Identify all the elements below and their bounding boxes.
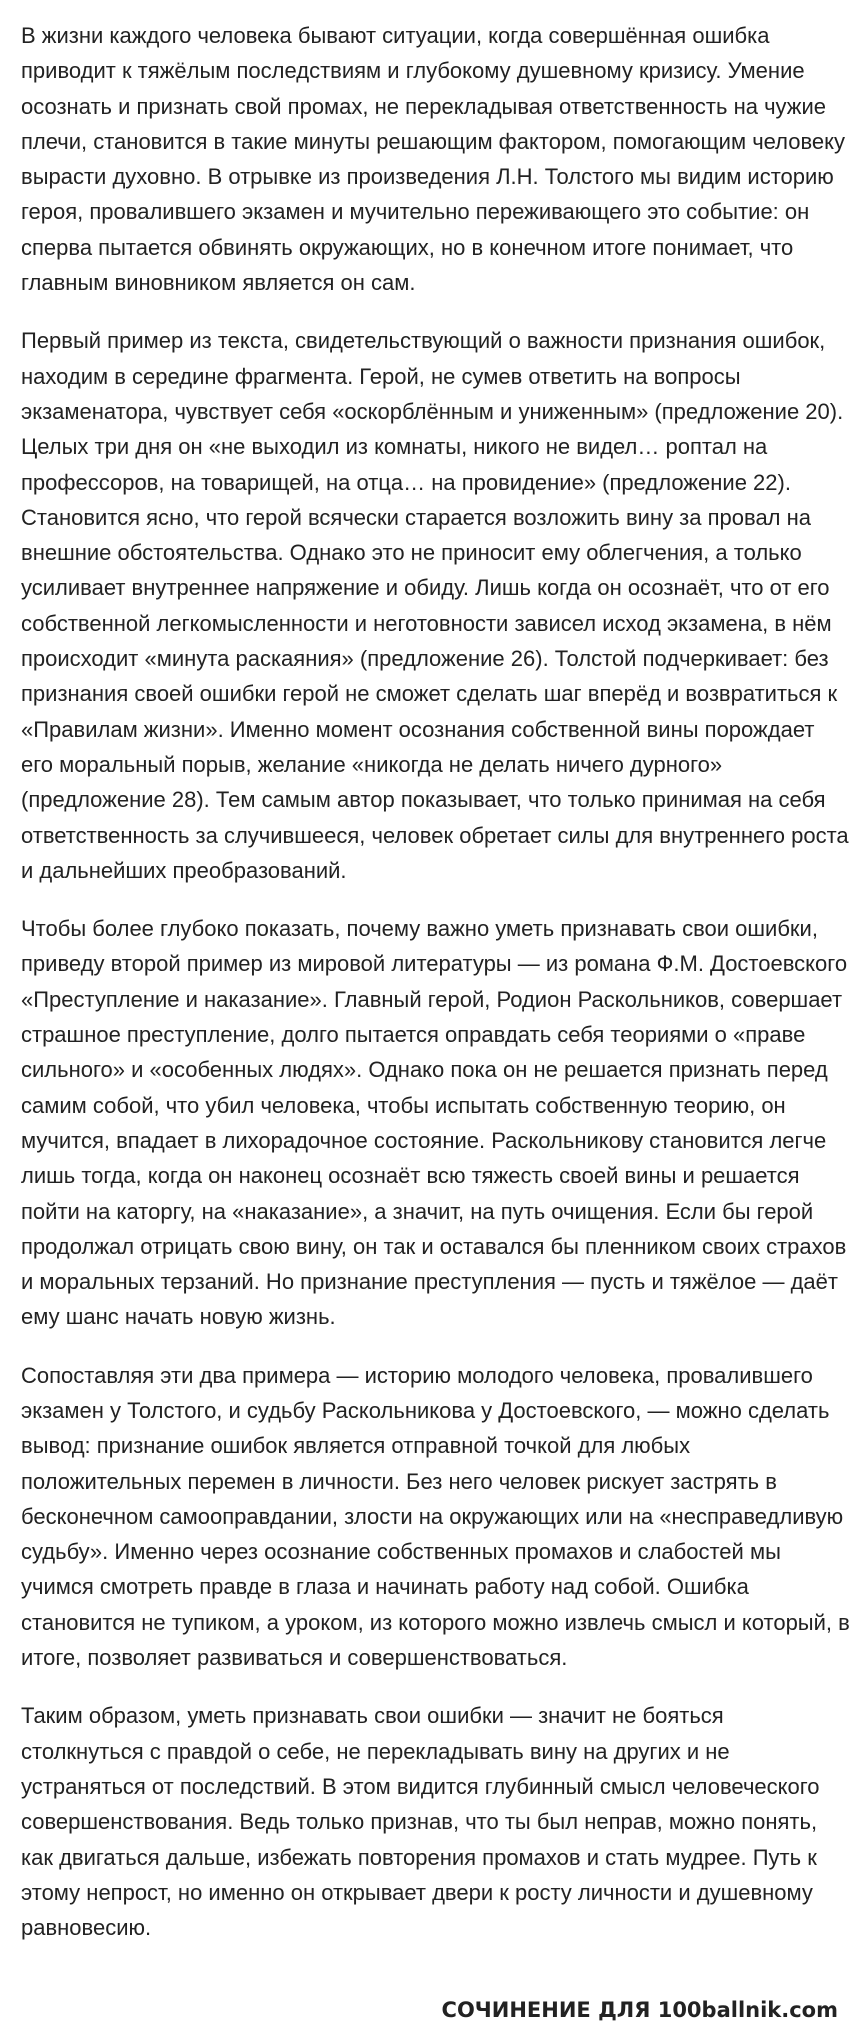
footer-brand-label: СОЧИНЕНИЕ ДЛЯ 100ballnik.com bbox=[441, 1998, 838, 2022]
essay-paragraph-conclusion: Таким образом, уметь признавать свои ошибки — значит не бояться столкнуться с правдой о себе, не перекладывать вину на других и не устраняться от последствий. В этом видится глубинный смысл человеческого совершенствования. Ведь только признав, что ты был неправ, можно понять, как двигаться дальше, избежать повторения промахов и стать мудрее. Путь к этому непрост, но именно он открывает двери к росту личности и душевному равновесию. bbox=[21, 1703, 820, 1941]
essay-paragraph-comparison: Сопоставляя эти два примера — историю молодого человека, провалившего экзамен у Толстого, и судьбу Раскольникова у Достоевского, — можно сделать вывод: признание ошибок является отправной точкой для любых положительных перемен в личности. Без него человек рискует застрять в бесконечном самооправдании, злости на окружающих или на «несправедливую судьбу». Именно через осознание собственных промахов и слабостей мы учимся смотреть правде в глаза и начинать работу над собой. Ошибка становится не тупиком, а уроком, из которого можно извлечь смысл и который, в итоге, позволяет развиваться и совершенствоваться. bbox=[21, 1362, 850, 1671]
essay-paragraph-example-two: Чтобы более глубоко показать, почему важно уметь признавать свои ошибки, приведу второй пример из мировой литературы — из романа Ф.М. Достоевского «Преступление и наказание». Главный герой, Родион Раскольников, совершает страшное преступление, долго пытается оправдать себя теориями о «праве сильного» и «особенных людях». Однако пока он не решается признать перед самим собой, что убил человека, чтобы испытать собственную теорию, он мучится, впадает в лихорадочное состояние. Раскольникову становится легче лишь тогда, когда он наконец осознаёт всю тяжесть своей вины и решается пойти на каторгу, на «наказание», а значит, на путь очищения. Если бы герой продолжал отрицать свою вину, он так и оставался бы пленником своих страхов и моральных терзаний. Но признание преступления — пусть и тяжёлое — даёт ему шанс начать новую жизнь. bbox=[21, 916, 848, 1330]
essay-paragraph-intro: В жизни каждого человека бывают ситуации, когда совершённая ошибка приводит к тяжёлым последствиям и глубокому душевному кризису. Умение осознать и признать свой промах, не перекладывая ответственность на чужие плечи, становится в такие минуты решающим фактором, помогающим человеку вырасти духовно. В отрывке из произведения Л.Н. Толстого мы видим историю героя, провалившего экзамен и мучительно переживающего это событие: он сперва пытается обвинять окружающих, но в конечном итоге понимает, что главным виновником является он сам. bbox=[21, 23, 846, 296]
essay-body bbox=[21, 18, 851, 1968]
essay-paragraph-example-one: Первый пример из текста, свидетельствующий о важности признания ошибок, находим в середине фрагмента. Герой, не сумев ответить на вопросы экзаменатора, чувствует себя «оскорблённым и униженным» (предложение 20). Целых три дня он «не выходил из комнаты, никого не видел… роптал на профессоров, на товарищей, на отца… на провидение» (предложение 22). Становится ясно, что герой всячески старается возложить вину за провал на внешние обстоятельства. Однако это не приносит ему облегчения, а только усиливает внутреннее напряжение и обиду. Лишь когда он осознаёт, что от его собственной легкомысленности и неготовности зависел исход экзамена, в нём происходит «минута раскаяния» (предложение 26). Толстой подчеркивает: без признания своей ошибки герой не сможет сделать шаг вперёд и возвратиться к «Правилам жизни». Именно момент осознания собственной вины порождает его моральный порыв, желание «никогда не делать ничего дурного» (предложение 28). Тем самым автор показывает, что только принимая на себя ответственность за случившееся, человек обретает силы для внутреннего роста и дальнейших преобразований. bbox=[21, 328, 849, 883]
